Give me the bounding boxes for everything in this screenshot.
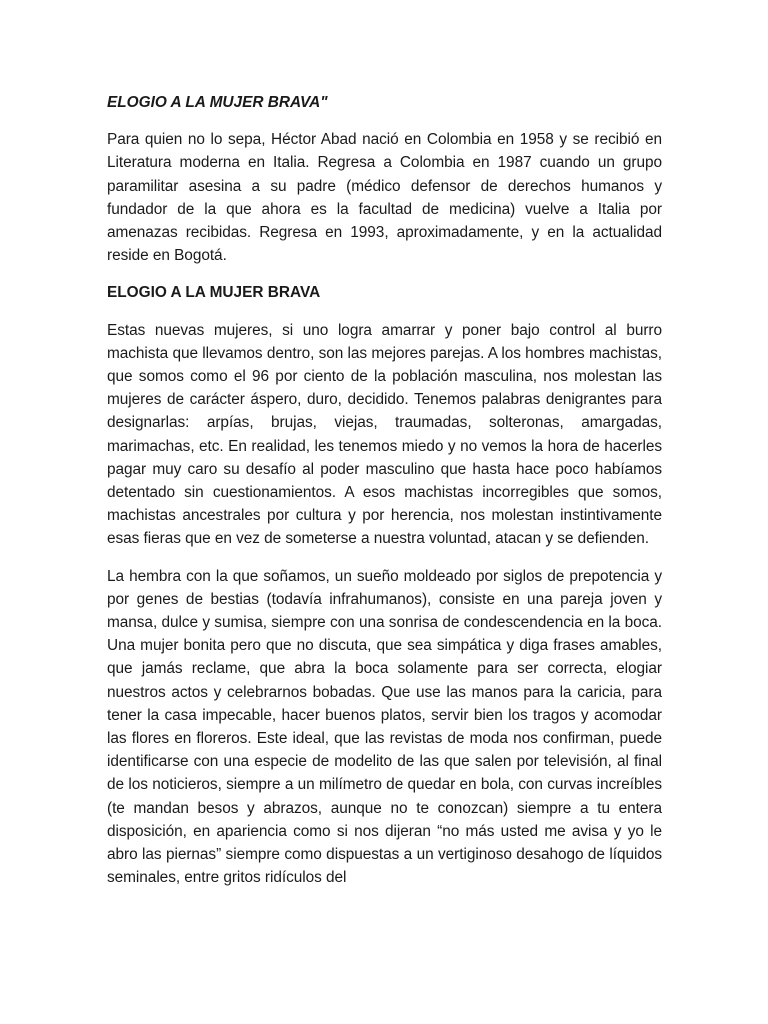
document-body xyxy=(107,91,662,904)
document-title: ELOGIO A LA MUJER BRAVA xyxy=(107,284,321,302)
document-title-italic: ELOGIO A LA MUJER BRAVA" xyxy=(107,94,328,111)
intro-paragraph: Para quien no lo sepa, Héctor Abad nació en Colombia en 1958 y se recibió en Literatura moderna en Italia. Regresa a Colombia en 1987 cuando un grupo paramilitar asesina a su padre (médico defensor de derechos humanos y fundador de la que ahora es la facultad de medicina) vuelve a Italia por amenazas recibidas. Regresa en 1993, aproximadamente, y en la actualidad reside en Bogotá. xyxy=(107,131,662,265)
body-paragraph-1: Estas nuevas mujeres, si uno logra amarrar y poner bajo control al burro machista que llevamos dentro, son las mejores parejas. A los hombres machistas, que somos como el 96 por ciento de la población masculina, nos molestan las mujeres de carácter áspero, duro, decidido. Tenemos palabras denigrantes para designarlas: arpías, brujas, viejas, traumadas, solteronas, amargadas, marimachas, etc. En realidad, les tenemos miedo y no vemos la hora de hacerles pagar muy caro su desafío al poder masculino que hasta hace poco habíamos detentado sin cuestionamientos. A esos machistas incorregibles que somos, machistas ancestrales por cultura y por herencia, nos molestan instintivamente esas fieras que en vez de someterse a nuestra voluntad, atacan y se defienden. xyxy=(107,321,662,548)
body-paragraph-2: La hembra con la que soñamos, un sueño moldeado por siglos de prepotencia y por genes de bestias (todavía infrahumanos), consiste en una pareja joven y mansa, dulce y sumisa, siempre con una sonrisa de condescendencia en la boca. Una mujer bonita pero que no discuta, que sea simpática y diga frases amables, que jamás reclame, que abra la boca solamente para ser correcta, elogiar nuestros actos y celebrarnos bobadas. Que use las manos para la caricia, para tener la casa impecable, hacer buenos platos, servir bien los tragos y acomodar las flores en floreros. Este ideal, que las revistas de moda nos confirman, puede identificarse con una especie de modelito de las que salen por televisión, al final de los noticieros, siempre a un milímetro de quedar en bola, con curvas increíbles (te mandan besos y abrazos, aunque no te conozcan) siempre a tu entera disposición, en apariencia como si nos dijeran “no más usted me avisa y yo le abro las piernas” siempre como dispuestas a un vertiginoso desahogo de líquidos seminales, entre gritos ridículos del xyxy=(107,567,662,887)
